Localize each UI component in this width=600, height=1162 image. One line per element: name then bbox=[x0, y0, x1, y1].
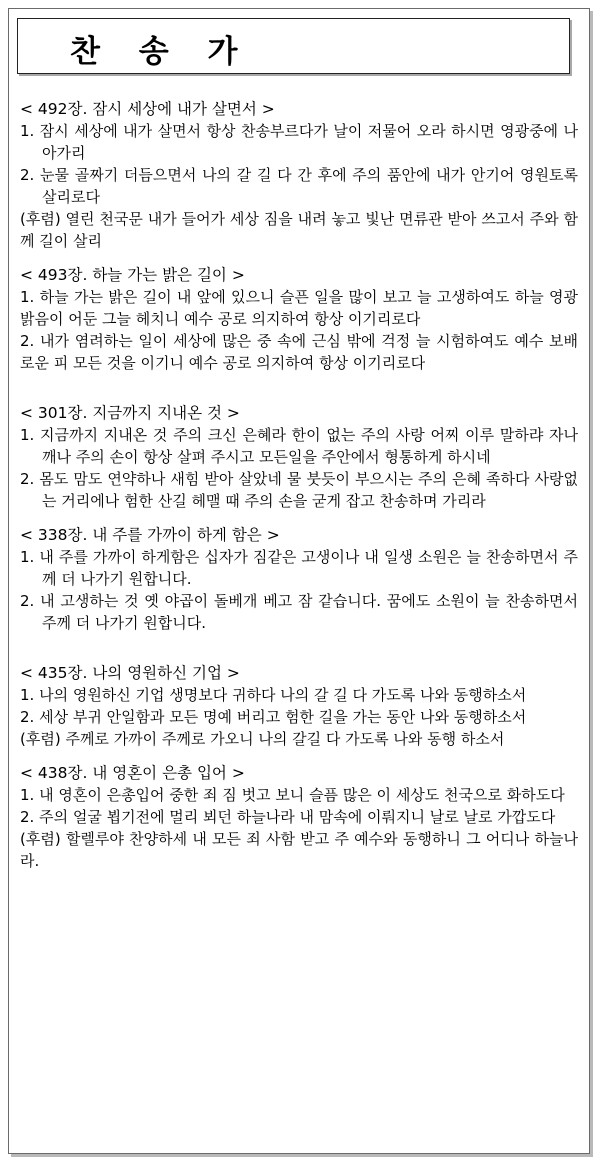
chorus: (후렴) 주께로 가까이 주께로 가오니 나의 갈길 다 가도록 나와 동행 하소서 bbox=[20, 730, 505, 748]
hymn-492 bbox=[20, 98, 578, 252]
verse: 1. 나의 영원하신 기업 생명보다 귀하다 나의 갈 길 다 가도록 나와 동행하소서 bbox=[20, 686, 527, 704]
title-box bbox=[17, 18, 570, 74]
hymn-heading: < 493장. 하늘 가는 밝은 길이 > bbox=[20, 266, 245, 284]
hymn-435 bbox=[20, 662, 578, 750]
verse: 1. 내 영혼이 은총입어 중한 죄 짐 벗고 보니 슬픔 많은 이 세상도 천국으로 화하도다 bbox=[20, 786, 565, 804]
verse: 2. 몸도 맘도 연약하나 새힘 받아 살았네 물 붓듯이 부으시는 주의 은혜 족하다 사랑없는 거리에나 험한 산길 헤맬 때 주의 손을 굳게 잡고 찬송하며 가리라 bbox=[20, 470, 578, 510]
verse: 2. 내 고생하는 것 옛 야곱이 돌베개 베고 잠 같습니다. 꿈에도 소원이 늘 찬송하면서 주께 더 나가기 원합니다. bbox=[20, 592, 578, 632]
hymn-301 bbox=[20, 402, 578, 512]
verse: 1. 하늘 가는 밝은 길이 내 앞에 있으니 슬픈 일을 많이 보고 늘 고생하여도 하늘 영광 밝음이 어둔 그늘 헤치니 예수 공로 의지하여 항상 이기리로다 bbox=[20, 288, 578, 328]
hymn-heading: < 338장. 내 주를 가까이 하게 함은 > bbox=[20, 526, 280, 544]
hymn-heading: < 435장. 나의 영원하신 기업 > bbox=[20, 664, 240, 682]
verse: 2. 눈물 골짜기 더듬으면서 나의 갈 길 다 간 후에 주의 품안에 내가 안기어 영원토록 살리로다 bbox=[20, 166, 578, 206]
verse: 1. 지금까지 지내온 것 주의 크신 은혜라 한이 없는 주의 사랑 어찌 이루 말하랴 자나깨나 주의 손이 항상 살펴 주시고 모든일을 주안에서 형통하게 하시네 bbox=[20, 426, 578, 466]
hymn-heading: < 438장. 내 영혼이 은총 입어 > bbox=[20, 764, 245, 782]
hymn-493 bbox=[20, 264, 578, 374]
page-title: 찬 송 가 bbox=[70, 34, 252, 70]
verse: 2. 세상 부귀 안일함과 모든 명예 버리고 험한 길을 가는 동안 나와 동행하소서 bbox=[20, 708, 527, 726]
verse: 2. 내가 염려하는 일이 세상에 많은 중 속에 근심 밖에 걱정 늘 시험하여도 예수 보배로운 피 모든 것을 이기니 예수 공로 의지하여 항상 이기리로다 bbox=[20, 332, 578, 372]
hymn-338 bbox=[20, 524, 578, 634]
hymn-heading: < 301장. 지금까지 지내온 것 > bbox=[20, 404, 240, 422]
verse: 1. 내 주를 가까이 하게함은 십자가 짐같은 고생이나 내 일생 소원은 늘 찬송하면서 주께 더 나가기 원합니다. bbox=[20, 548, 578, 588]
hymn-list bbox=[20, 98, 578, 872]
chorus: (후렴) 할렐루야 찬양하세 내 모든 죄 사함 받고 주 예수와 동행하니 그 어디나 하늘나라. bbox=[20, 830, 578, 870]
chorus: (후렴) 열린 천국문 내가 들어가 세상 짐을 내려 놓고 빛난 면류관 받아 쓰고서 주와 함께 길이 살리 bbox=[20, 210, 578, 250]
verse: 2. 주의 얼굴 뵙기전에 멀리 뵈던 하늘나라 내 맘속에 이뤄지니 날로 날로 가깝도다 bbox=[20, 808, 556, 826]
verse: 1. 잠시 세상에 내가 살면서 항상 찬송부르다가 날이 저물어 오라 하시면 영광중에 나아가리 bbox=[20, 122, 578, 162]
hymn-heading: < 492장. 잠시 세상에 내가 살면서 > bbox=[20, 100, 275, 118]
hymn-438 bbox=[20, 762, 578, 872]
